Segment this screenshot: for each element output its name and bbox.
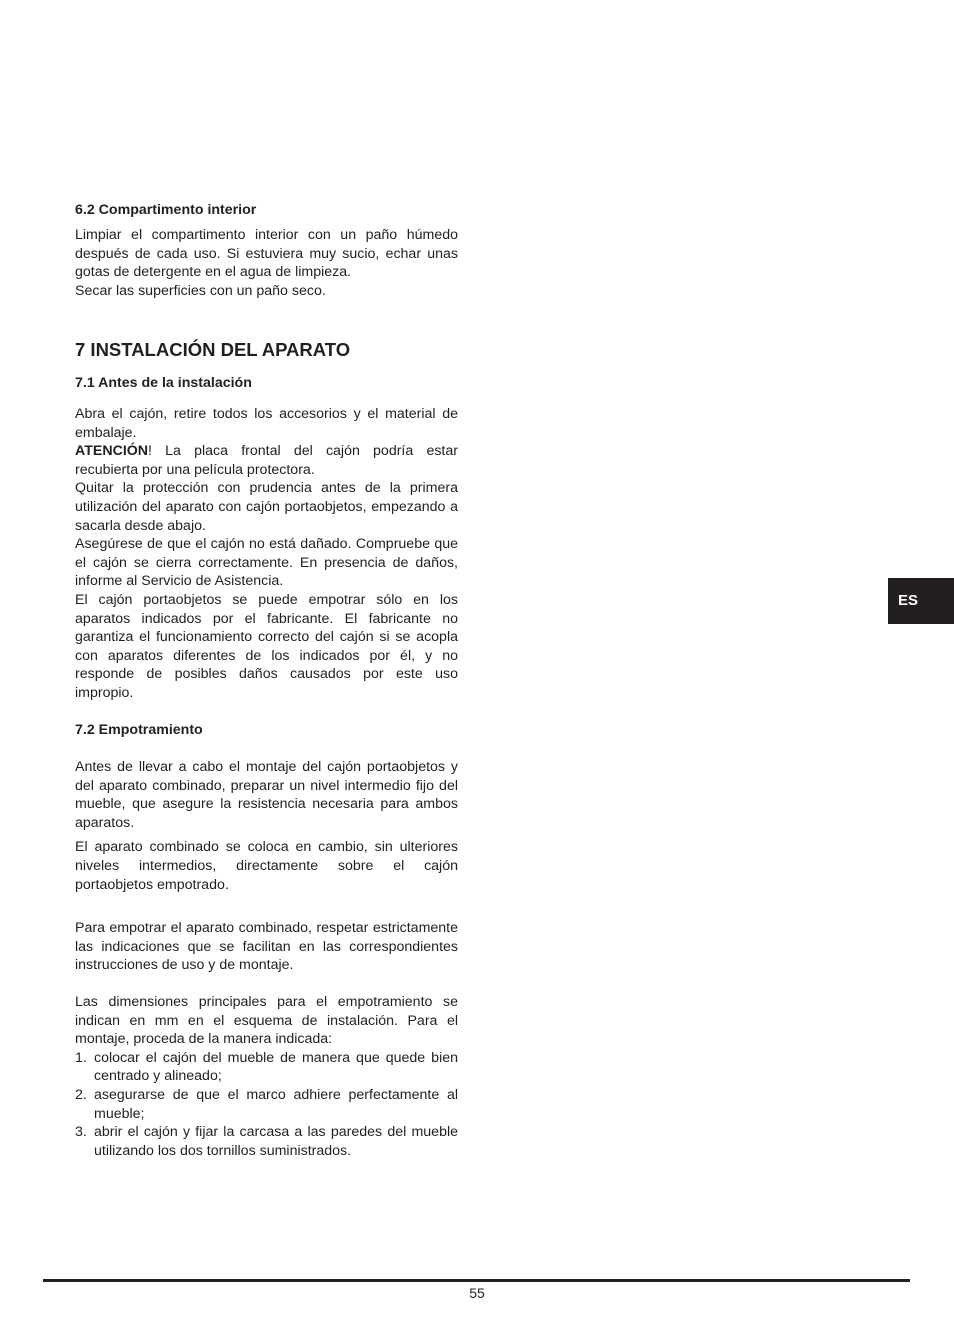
section-7-2-p4: Las dimensiones principales para el empotramiento se indican en mm en el esquema de instalación. Para el montaje, proceda de la manera indicada:	[75, 993, 458, 1048]
attention-text: ! La placa frontal del cajón podría estar recubierta por una película protectora.	[75, 443, 458, 478]
section-7-1	[75, 374, 458, 703]
list-item	[75, 1086, 458, 1123]
section-6-2	[75, 201, 458, 300]
step-number: 1.	[75, 1049, 87, 1066]
list-item	[75, 1123, 458, 1160]
section-6-2-text: Limpiar el compartimento interior con un paño húmedo después de cada uso. Si estuviera muy sucio, echar unas gotas de detergente en el agua de limpieza.	[75, 227, 458, 281]
step-number: 2.	[75, 1086, 87, 1103]
language-tab: ES	[888, 578, 954, 624]
section-6-2-heading: 6.2 Compartimento interior	[75, 202, 257, 218]
step-text: abrir el cajón y fijar la carcasa a las paredes del mueble utilizando los dos tornillos suministrados.	[94, 1124, 458, 1159]
installation-steps	[75, 1049, 458, 1161]
section-7-1-heading: 7.1 Antes de la instalación	[75, 375, 252, 391]
attention-paragraph	[75, 442, 458, 479]
step-text: asegurarse de que el marco adhiere perfectamente al mueble;	[94, 1086, 458, 1122]
section-7-2	[75, 721, 458, 1160]
section-7-2-heading: 7.2 Empotramiento	[75, 722, 203, 738]
section-7-2-p3: Para empotrar el aparato combinado, respetar estrictamente las indicaciones que se facilitan en las correspondientes instrucciones de uso y de montaje.	[75, 920, 458, 974]
step-text: colocar el cajón del mueble de manera que quede bien centrado y alineado;	[94, 1049, 458, 1085]
section-7-1-p1: Abra el cajón, retire todos los accesorios y el material de embalaje.	[75, 406, 458, 441]
section-7-1-p4: El cajón portaobjetos se puede empotrar sólo en los aparatos indicados por el fabricante. El fabricante no garantiza el funcionamiento correcto del cajón si se acopla con aparatos diferentes de los indicados por él, y no responde de posibles daños causados por este uso impropio.	[75, 591, 458, 701]
page-number: 55	[469, 1285, 485, 1301]
section-7-2-p1: Antes de llevar a cabo el montaje del cajón portaobjetos y del aparato combinado, preparar un nivel intermedio fijo del mueble, que asegure la resistencia necesaria para ambos aparatos.	[75, 759, 458, 831]
section-7-2-p2: El aparato combinado se coloca en cambio, sin ulteriores niveles intermedios, directamente sobre el cajón portaobjetos empotrado.	[75, 839, 458, 893]
list-item	[75, 1049, 458, 1086]
attention-label: ATENCIÓN	[75, 443, 149, 460]
footer-divider	[43, 1279, 910, 1282]
section-7-1-p3: Asegúrese de que el cajón no está dañado. Compruebe que el cajón se cierra correctamente. En presencia de daños, informe al Servicio de Asistencia.	[75, 536, 458, 590]
section-7	[75, 339, 458, 361]
chapter-heading: 7 INSTALACIÓN DEL APARATO	[75, 339, 351, 360]
step-number: 3.	[75, 1124, 87, 1141]
section-6-2-text-2: Secar las superficies con un paño seco.	[75, 282, 326, 299]
section-7-1-p2: Quitar la protección con prudencia antes de la primera utilización del aparato con cajón portaobjetos, empezando a sacarla desde abajo.	[75, 480, 458, 534]
